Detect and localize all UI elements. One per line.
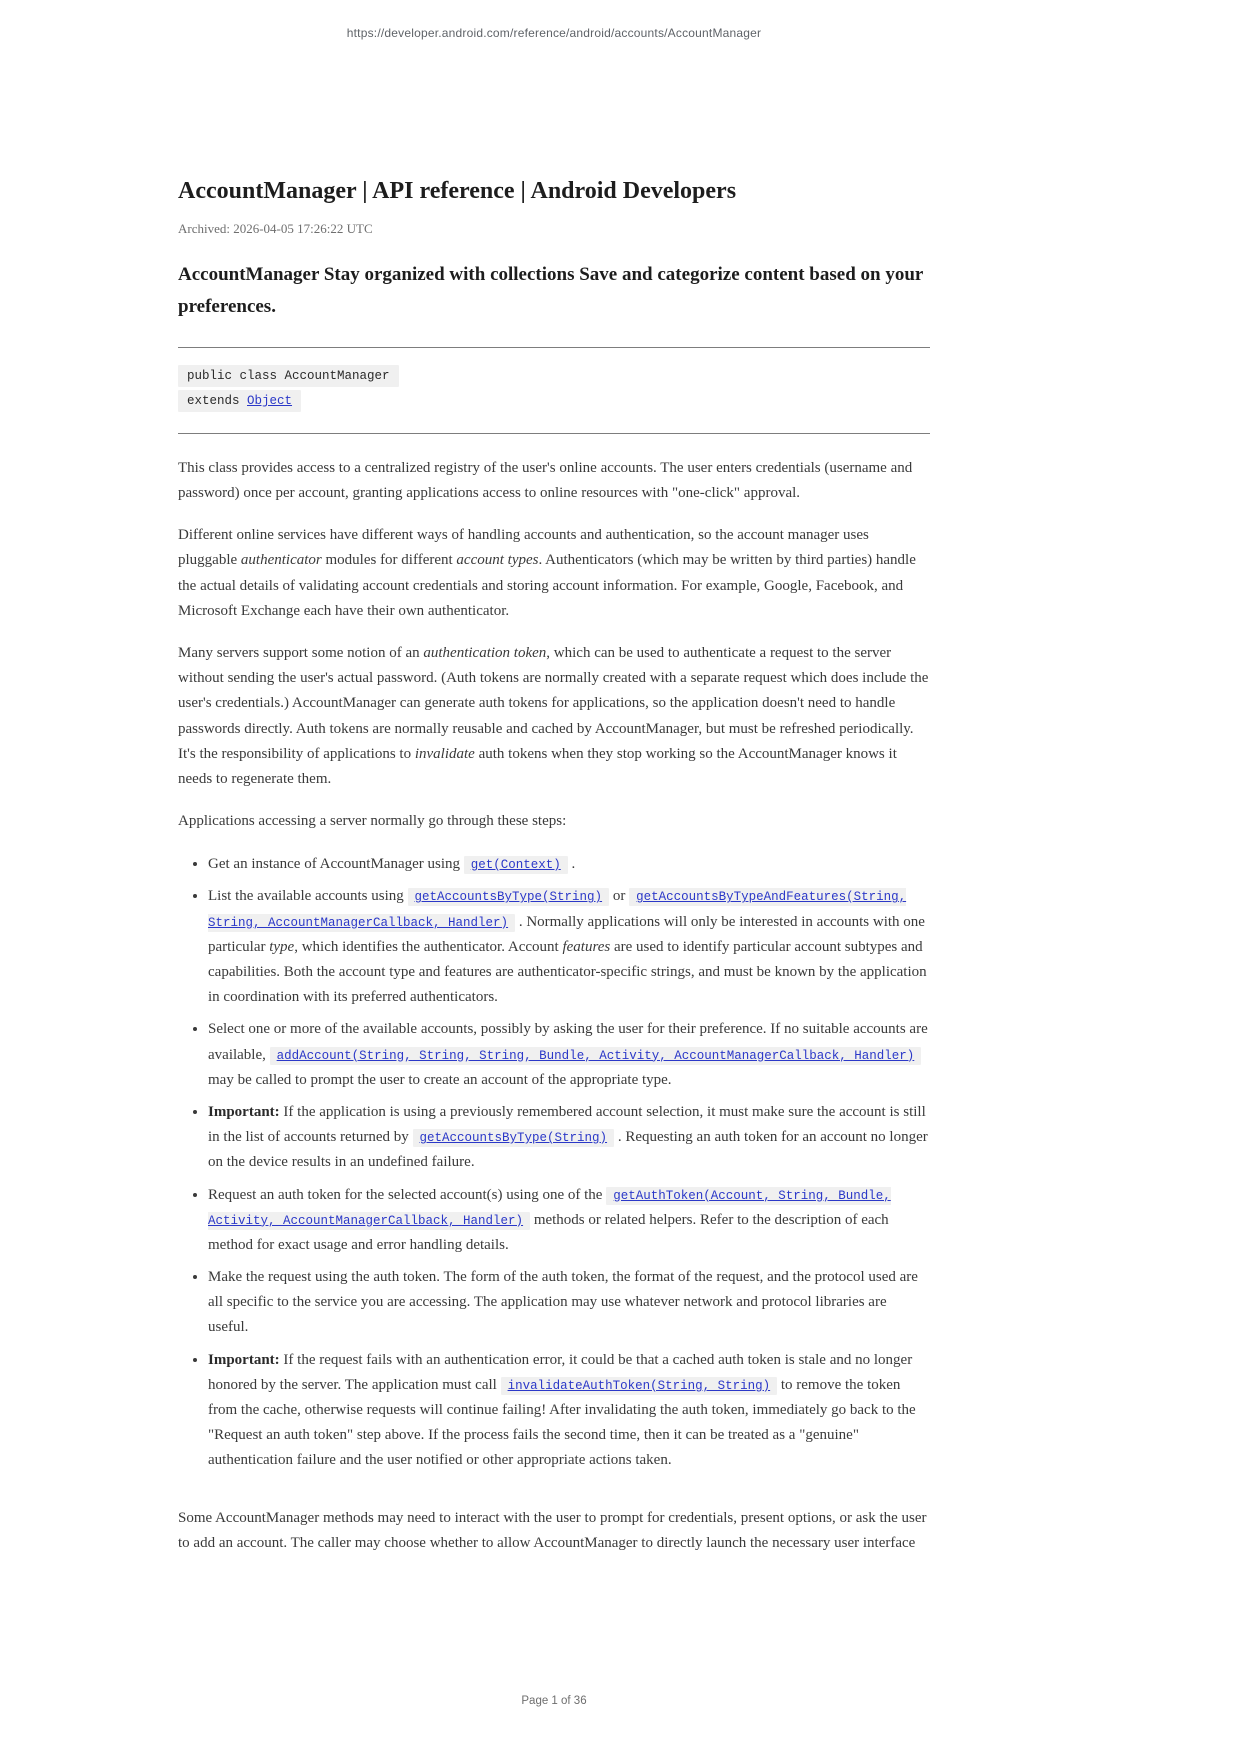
page-number: Page 1 of 36 xyxy=(521,1695,587,1707)
paragraph-authenticators: Different online services have different ways of handling accounts and authentication, so the account manager uses pluggable authenticator modules for different account types. Authenticators (which may be written by third parties) handle the actual details of validating account credentials and storing account information. For example, Google, Facebook, and Microsoft Exchange each have their own authenticator. xyxy=(178,527,916,619)
declaration-line-2 xyxy=(178,391,930,409)
archived-timestamp: Archived: 2026-04-05 17:26:22 UTC xyxy=(178,221,373,236)
important-label: Important: xyxy=(208,1351,280,1368)
step-request-auth-token: • Request an auth token for the selected account(s) using one of the getAuthToken(Account, String, Bundle, Activity, AccountManagerCallback, Handler) methods or related helpers. Refer to the description of each method for exact usage and error handling details. xyxy=(208,1183,930,1259)
paragraph-closing: Some AccountManager methods may need to interact with the user to prompt for credentials, present options, or ask the user to add an account. The caller may choose whether to allow AccountManager to directly launch the necessary user interface xyxy=(178,1509,927,1551)
paragraph-overview: This class provides access to a centralized registry of the user's online accounts. The user enters credentials (username and password) once per account, granting applications access to online resources with "one-click" approval. xyxy=(178,459,913,501)
emphasis-text: features xyxy=(562,938,611,955)
api-method-link[interactable]: getAccountsByType(String) xyxy=(408,888,610,906)
object-superclass-link[interactable]: Object xyxy=(247,393,293,408)
extends-clause xyxy=(178,390,301,412)
emphasis-text: type xyxy=(269,938,295,955)
emphasis-text: authentication token xyxy=(423,644,547,661)
document-content xyxy=(178,178,930,1556)
api-method-link[interactable]: getAuthToken(Account, String, Bundle, Activity, AccountManagerCallback, Handler) xyxy=(208,1188,891,1228)
divider-top xyxy=(178,347,930,348)
print-header-url: https://developer.android.com/reference/android/accounts/AccountManager xyxy=(346,26,762,40)
steps-list xyxy=(178,852,930,1473)
step-important-invalidate: • Important: If the request fails with an authentication error, it could be that a cached auth token is stale and no longer honored by the server. The application must call invalidateAuthToken(String, String) to remove the token from the cache, otherwise requests will continue failing! After invalidating the auth token, immediately go back to the "Request an auth token" step above. If the process fails the second time, then it can be treated as a "genuine" authentication failure and the user notified or other appropriate actions taken. xyxy=(208,1348,930,1474)
class-signature: public class AccountManager xyxy=(178,365,399,387)
emphasis-text: account types xyxy=(456,552,539,569)
api-method-link[interactable]: getAccountsByTypeAndFeatures(String, String, AccountManagerCallback, Handler) xyxy=(208,890,907,930)
paragraph-auth-tokens: Many servers support some notion of an authentication token, which can be used to authenticate a request to the server without sending the user's actual password. (Auth tokens are normally created with a separate request which does include the user's credentials.) AccountManager can generate auth tokens for applications, so the application doesn't need to handle passwords directly. Auth tokens are normally reusable and cached by AccountManager, but must be refreshed periodically. It's the responsibility of applications to invalidate auth tokens when they stop working so the AccountManager knows it needs to regenerate them. xyxy=(178,644,929,787)
step-select-accounts: • Select one or more of the available accounts, possibly by asking the user for their preference. If no suitable accounts are available, addAccount(String, String, String, Bundle, Activity, AccountManagerCallback, Handler) may be called to prompt the user to create an account of the appropriate type. xyxy=(208,1017,930,1093)
important-label: Important: xyxy=(208,1103,280,1120)
step-list-accounts: • List the available accounts using getAccountsByType(String) or getAccountsByTypeAndFeatures(String, String, AccountManagerCallback, Handler) . Normally applications will only be interested in accounts with one particular type, which identifies the authenticator. Account features are used to identify particular account subtypes and capabilities. Both the account type and features are authenticator-specific strings, and must be known by the application in coordination with its preferred authenticators. xyxy=(208,884,930,1010)
step-make-request: • Make the request using the auth token. The form of the auth token, the format of the request, and the protocol used are all specific to the service you are accessing. The application may use whatever network and protocol libraries are useful. xyxy=(208,1265,930,1341)
class-declaration xyxy=(178,366,930,409)
api-method-link[interactable]: invalidateAuthToken(String, String) xyxy=(501,1377,778,1395)
step-get-instance: • Get an instance of AccountManager using get(Context) . xyxy=(208,852,930,877)
emphasis-text: invalidate xyxy=(414,745,475,762)
step-important-account-check: • Important: If the application is using a previously remembered account selection, it must make sure the account is still in the list of accounts returned by getAccountsByType(String) . Requesting an auth token for an account no longer on the device results in an undefined failure. xyxy=(208,1100,930,1176)
declaration-line-1 xyxy=(178,366,930,384)
divider-bottom xyxy=(178,433,930,434)
api-method-link[interactable]: get(Context) xyxy=(464,856,568,874)
api-method-link[interactable]: addAccount(String, String, String, Bundle, Activity, AccountManagerCallback, Handler) xyxy=(270,1047,922,1065)
emphasis-text: authenticator xyxy=(240,552,322,569)
steps-intro: Applications accessing a server normally go through these steps: xyxy=(178,813,567,830)
api-method-link[interactable]: getAccountsByType(String) xyxy=(413,1129,615,1147)
page-subtitle: AccountManager Stay organized with collections Save and categorize content based on your preferences. xyxy=(178,264,923,317)
page-title: AccountManager | API reference | Android Developers xyxy=(178,178,737,204)
extends-keyword: extends xyxy=(187,393,248,408)
